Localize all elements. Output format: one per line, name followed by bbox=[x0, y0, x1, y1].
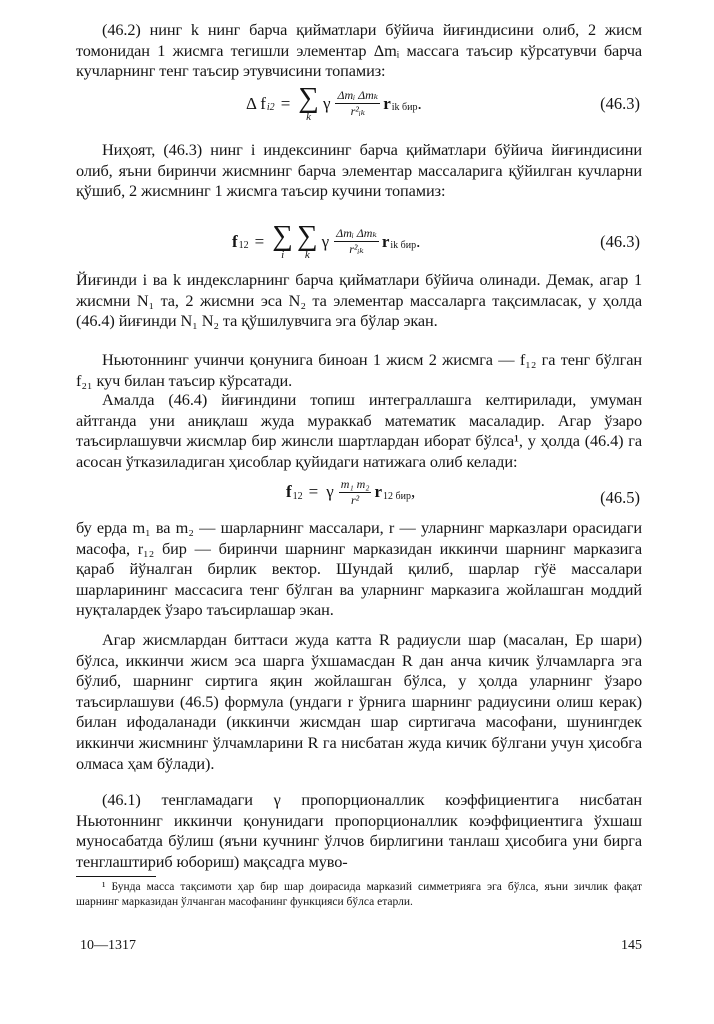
eq-dot: . bbox=[416, 231, 421, 251]
paragraph-7 bbox=[76, 630, 642, 774]
eq-comma: , bbox=[410, 482, 416, 502]
paragraph-text: Агар жисмлардан биттаси жуда катта R радиусли шар (масалан, Ер шари) бўлса, иккинчи жисм эса шарга ўхшамасдан R дан анча кичик ўлчамларга эга бўлиб, шарнинг сиртига яқин жойлашган бўлса, у ҳолда уларнинг ўзаро таъсирлашуви (46.5) формула (ундаги r ўрнига шарнинг радиусини олиш керак) билан ифодаланади (иккинчи жисмдан шар сиртигача масофани, шунингдек иккинчи жисмнинг ўлчамларини R га нисбатан жуда кичик бўлгани учун ҳисобга олмаса ҳам бўлади). bbox=[76, 630, 642, 773]
sum-sigma: ∑ bbox=[298, 82, 319, 114]
sum-sigma: ∑ bbox=[296, 220, 318, 252]
equation-number: (46.5) bbox=[600, 488, 640, 507]
equation-body bbox=[246, 84, 422, 123]
equation-46-3b bbox=[0, 222, 714, 262]
sum-sigma: ∑ bbox=[272, 220, 293, 252]
fraction-denominator: r²ᵢₖ bbox=[349, 242, 364, 256]
eq-lhs-sub: i2 bbox=[266, 102, 275, 113]
paragraph-4 bbox=[76, 350, 642, 391]
sum-symbol-k bbox=[297, 222, 318, 261]
equation-body bbox=[232, 222, 420, 261]
sum-index: k bbox=[306, 111, 312, 123]
sum-index: i bbox=[281, 249, 285, 261]
unit-vector: r bbox=[381, 231, 390, 251]
signature-mark: 10—1317 bbox=[80, 938, 136, 953]
unit-vector-sub: 12 бир bbox=[383, 490, 411, 502]
sum-symbol-i bbox=[272, 222, 293, 261]
paragraph-5 bbox=[76, 390, 642, 472]
fraction-numerator: Δmᵢ Δmₖ bbox=[336, 226, 377, 241]
paragraph-text: Ниҳоят, (46.3) нинг i индексининг барча қийматлари бўйича йиғиндисини олиб, яъни биринчи жисмнинг барча элементар массаларига қўйилган кучларни қўшиб, 2 жисмнинг 1 жисмга таъсир кучини топамиз: bbox=[76, 140, 642, 201]
equation-46-5 bbox=[0, 478, 714, 518]
paragraph-text: Амалда (46.4) йиғиндини топиш интеграллашга келтирилади, умуман айтганда уни аниқлаш жуда мураккаб математик масаладир. Агар ўзаро таъсирлашувчи жисмлар бир жинсли шартлардан иборат бўлса¹, у ҳолда (46.4) га асосан ўтказиладиган ҳисоблар қуйидаги натижага олиб келади: bbox=[76, 390, 642, 471]
paragraph-3 bbox=[76, 270, 642, 332]
gamma-symbol: γ bbox=[326, 482, 334, 502]
sum-index: k bbox=[304, 249, 310, 261]
equation-body bbox=[286, 478, 415, 506]
paragraph-text: бу ерда m₁ ва m₂ — шарларнинг массалари, r — уларнинг марказлари орасидаги масофа, r₁₂ бир — биринчи шарнинг марказидан иккинчи шарнинг марказига қараб йўналган бирлик вектор. Шундай қилиб, шарлар гўё массалари шарларининг массасига тенг бўлган ва уларнинг марказига жойлашган моддий нуқталардек ўзаро таъсирлашар экан. bbox=[76, 518, 642, 620]
eq-dot: . bbox=[417, 93, 422, 113]
paragraph-text: Йиғинди i ва k индексларнинг барча қийматлари бўйича олинади. Демак, агар 1 жисмни N₁ та, 2 жисмни эса N₂ та элементар массаларга тақсимласак, у ҳолда (46.4) йиғинди N₁ N₂ та қўшилувчига эга бўлар экан. bbox=[76, 270, 642, 331]
eq-lhs-sub: 12 bbox=[238, 240, 249, 251]
fraction-numerator: Δmᵢ Δmₖ bbox=[337, 88, 379, 103]
unit-vector-sub: ik бир bbox=[390, 240, 417, 251]
eq-sign: = bbox=[280, 93, 291, 113]
page-number: 145 bbox=[621, 938, 642, 953]
equation-46-3a bbox=[0, 84, 714, 124]
gamma-symbol: γ bbox=[322, 93, 331, 113]
unit-vector-sub: ik бир bbox=[391, 102, 418, 113]
paragraph-6 bbox=[76, 518, 642, 621]
fraction-denominator: r²ᵢₖ bbox=[350, 104, 366, 118]
sum-symbol bbox=[298, 84, 319, 123]
fraction bbox=[334, 227, 379, 255]
eq-lhs: f bbox=[286, 482, 292, 502]
gamma-symbol: γ bbox=[321, 231, 330, 251]
eq-sign: = bbox=[254, 231, 265, 251]
unit-vector: r bbox=[374, 482, 383, 502]
footnote-divider bbox=[76, 876, 156, 877]
paragraph-text: (46.1) тенгламадаги γ пропорционаллик коэффициентига нисбатан Ньютоннинг иккинчи қонунидаги пропорционаллик коэффициентига ўхшаш муносабатда бўлиш (яъни кучнинг ўлчов бирлигини танлаш ҳисобига уни бирга тенглаштириб юбориш) мақсадга муво- bbox=[76, 790, 642, 871]
eq-sign: = bbox=[308, 482, 319, 502]
eq-lhs: Δ f bbox=[246, 93, 266, 113]
fraction-numerator: m₁ m₂ bbox=[340, 477, 370, 491]
eq-lhs-sub: 12 bbox=[292, 490, 303, 502]
equation-number: (46.3) bbox=[600, 94, 640, 113]
paragraph-text: Ньютоннинг учинчи қонунига биноан 1 жисм 2 жисмга — f₁₂ га тенг бўлган f₂₁ куч билан таъсир кўрсатади. bbox=[76, 350, 642, 390]
unit-vector: r bbox=[383, 93, 391, 113]
paragraph-2 bbox=[76, 140, 642, 202]
footnote: ¹ Бунда масса тақсимоти ҳар бир шар доирасида марказий симметрияга эга бўлса, яъни зичлик фақат шарнинг марказидан ўлчанган масофанинг функцияси бўлса етарли. bbox=[76, 881, 642, 908]
fraction bbox=[335, 89, 380, 117]
paragraph-text: (46.2) нинг k нинг барча қийматлари бўйича йиғиндисини олиб, 2 жисм томонидан 1 жисмга тегишли элементар Δmᵢ массага таъсир кўрсатувчи барча кучларнинг тенг таъсир этувчисини топамиз: bbox=[76, 20, 642, 81]
fraction-denominator: r² bbox=[350, 492, 360, 507]
paragraph-8 bbox=[76, 790, 642, 872]
fraction bbox=[339, 478, 372, 506]
eq-lhs: f bbox=[232, 231, 238, 251]
paragraph-1 bbox=[76, 20, 642, 82]
equation-number: (46.3) bbox=[600, 232, 640, 251]
